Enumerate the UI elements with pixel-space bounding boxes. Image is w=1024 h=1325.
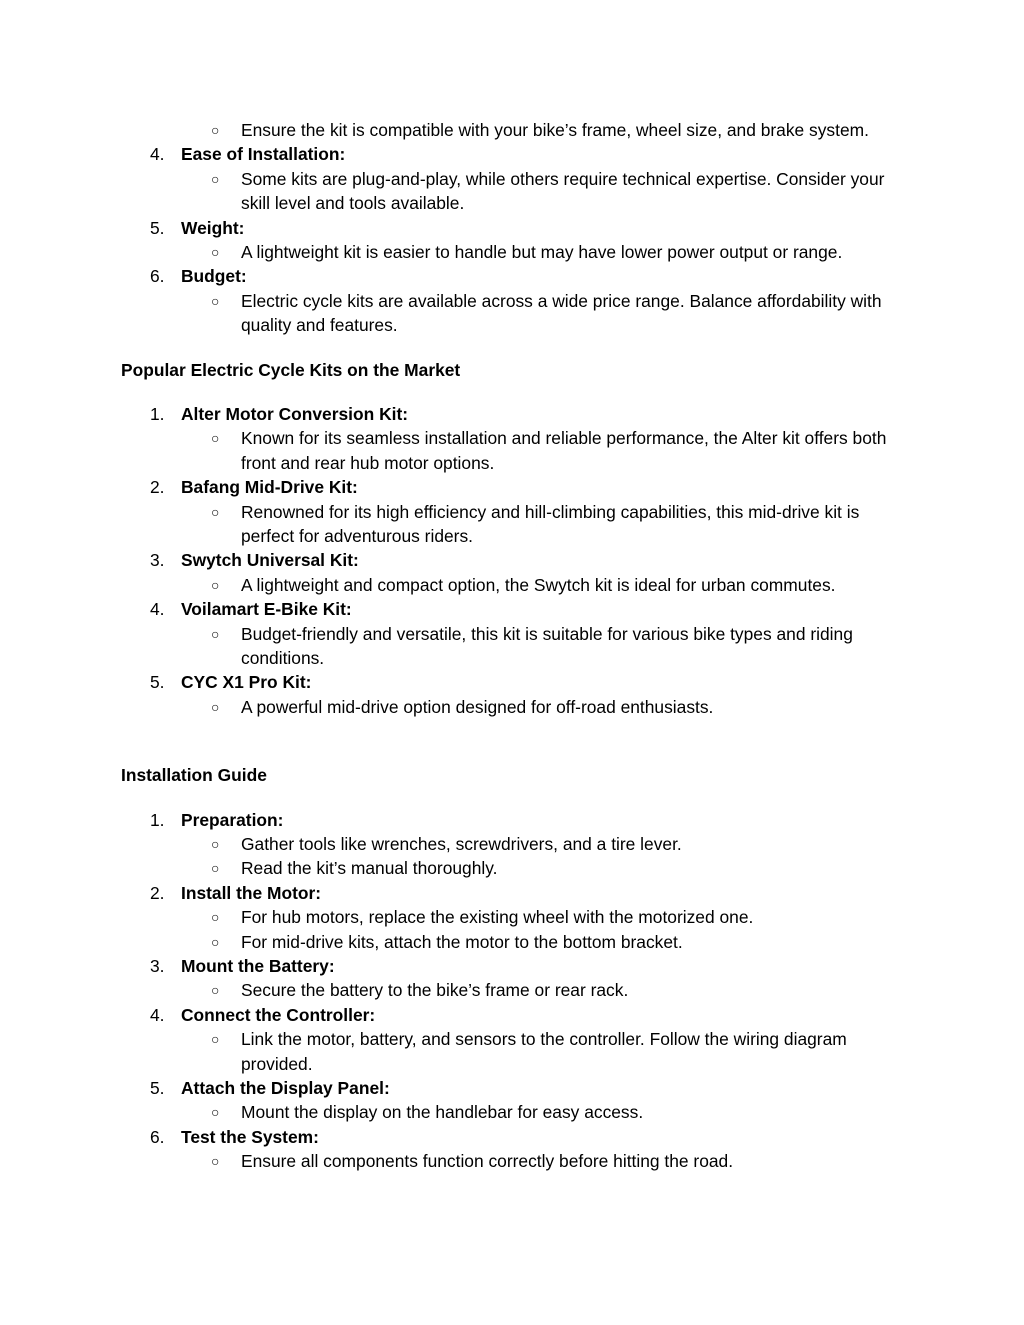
- list-bullet: [0, 240, 901, 264]
- bullet-text: Secure the battery to the bike’s frame or rear rack.: [241, 980, 629, 1001]
- considerations-list: [0, 142, 1024, 337]
- item-label: Bafang Mid-Drive Kit:: [181, 477, 358, 498]
- item-label: Ease of Installation:: [181, 144, 346, 165]
- bullet-icon: ○: [211, 860, 220, 877]
- item-label: Voilamart E-Bike Kit:: [181, 599, 352, 620]
- list-bullet: [0, 1100, 901, 1124]
- bullet-text: Gather tools like wrenches, screwdrivers, and a tire lever.: [241, 834, 682, 855]
- item-number: 4.: [150, 1004, 165, 1025]
- bullet-text: Electric cycle kits are available across a wide price range. Balance affordability with quality and features.: [241, 290, 882, 336]
- list-bullet: [0, 118, 901, 142]
- item-label: CYC X1 Pro Kit:: [181, 672, 312, 693]
- bullet-text: For mid-drive kits, attach the motor to the bottom bracket.: [241, 931, 683, 952]
- bullet-text: Some kits are plug-and-play, while others require technical expertise. Consider your skill level and tools available.: [241, 168, 885, 214]
- list-bullet: [0, 167, 901, 216]
- numbered-item: [0, 1076, 1024, 1100]
- item-label: Alter Motor Conversion Kit:: [181, 404, 409, 425]
- numbered-item: [0, 1125, 1024, 1149]
- item-number: 5.: [150, 1078, 165, 1099]
- bullet-text: Mount the display on the handlebar for easy access.: [241, 1102, 644, 1123]
- numbered-item: [0, 402, 1024, 426]
- numbered-item: [0, 1003, 1024, 1027]
- bullet-icon: ○: [211, 1031, 220, 1048]
- item-number: 3.: [150, 956, 165, 977]
- item-number: 1.: [150, 809, 165, 830]
- item-number: 5.: [150, 217, 165, 238]
- section-heading-installation-guide: Installation Guide: [121, 765, 267, 786]
- bullet-icon: ○: [211, 244, 220, 260]
- list-bullet: [0, 856, 901, 880]
- bullet-text: For hub motors, replace the existing wheel with the motorized one.: [241, 907, 754, 928]
- bullet-icon: ○: [211, 909, 220, 926]
- bullet-text: Budget-friendly and versatile, this kit is suitable for various bike types and riding conditions.: [241, 623, 853, 669]
- bullet-icon: ○: [211, 933, 220, 950]
- bullet-icon: ○: [211, 122, 220, 138]
- bullet-icon: ○: [211, 836, 220, 853]
- bullet-icon: ○: [211, 698, 220, 715]
- numbered-item: [0, 954, 1024, 978]
- bullet-icon: ○: [211, 1153, 220, 1170]
- item-number: 3.: [150, 550, 165, 571]
- item-label: Preparation:: [181, 809, 284, 830]
- item-label: Install the Motor:: [181, 882, 322, 903]
- item-label: Connect the Controller:: [181, 1004, 376, 1025]
- list-bullet: [0, 622, 901, 671]
- bullet-text: Known for its seamless installation and reliable performance, the Alter kit offers both front and rear hub motor options.: [241, 428, 887, 473]
- item-number: 6.: [150, 266, 165, 287]
- list-bullet: [0, 289, 901, 338]
- bullet-icon: ○: [211, 170, 220, 187]
- bullet-text: Ensure all components function correctly before hitting the road.: [241, 1151, 734, 1172]
- list-bullet: [0, 1149, 901, 1173]
- bullet-text: Link the motor, battery, and sensors to the controller. Follow the wiring diagram provided.: [241, 1029, 847, 1074]
- numbered-item: [0, 264, 1024, 288]
- bullet-icon: ○: [211, 503, 220, 520]
- numbered-item: [0, 142, 1024, 166]
- item-label: Swytch Universal Kit:: [181, 550, 359, 571]
- bullet-icon: ○: [211, 430, 220, 447]
- list-bullet: [0, 426, 901, 475]
- bullet-text: Ensure the kit is compatible with your bike’s frame, wheel size, and brake system.: [241, 120, 869, 140]
- list-bullet: [0, 1027, 901, 1076]
- item-label: Budget:: [181, 266, 247, 287]
- item-number: 4.: [150, 144, 165, 165]
- bullet-text: A powerful mid-drive option designed for off-road enthusiasts.: [241, 696, 714, 717]
- bullet-text: A lightweight kit is easier to handle but may have lower power output or range.: [241, 242, 843, 262]
- numbered-item: [0, 597, 1024, 621]
- installation-steps-list: [0, 808, 1024, 1174]
- list-bullet: [0, 695, 901, 719]
- numbered-item: [0, 548, 1024, 572]
- bullet-icon: ○: [211, 576, 220, 593]
- popular-kits-list: [0, 402, 1024, 719]
- bullet-text: Read the kit’s manual thoroughly.: [241, 858, 498, 879]
- list-bullet: [0, 905, 901, 929]
- bullet-icon: ○: [211, 625, 220, 642]
- bullet-icon: ○: [211, 1104, 220, 1121]
- item-number: 2.: [150, 477, 165, 498]
- bullet-icon: ○: [211, 982, 220, 999]
- item-label: Attach the Display Panel:: [181, 1078, 390, 1099]
- list-bullet: [0, 500, 901, 549]
- document-page: [0, 118, 1024, 1174]
- numbered-item: [0, 216, 1024, 240]
- item-label: Mount the Battery:: [181, 956, 335, 977]
- list-bullet: [0, 930, 901, 954]
- numbered-item: [0, 881, 1024, 905]
- item-label: Test the System:: [181, 1126, 319, 1147]
- numbered-item: [0, 475, 1024, 499]
- section-heading-popular-kits: Popular Electric Cycle Kits on the Market: [121, 359, 461, 380]
- bullet-text: Renowned for its high efficiency and hill-climbing capabilities, this mid-drive kit is perfect for adventurous riders.: [241, 501, 860, 547]
- item-label: Weight:: [181, 217, 245, 238]
- list-bullet: [0, 978, 901, 1002]
- list-bullet: [0, 832, 901, 856]
- item-number: 1.: [150, 404, 165, 425]
- bullet-icon: ○: [211, 292, 220, 309]
- item-number: 6.: [150, 1126, 165, 1147]
- numbered-item: [0, 808, 1024, 832]
- item-number: 2.: [150, 882, 165, 903]
- item-number: 5.: [150, 672, 165, 693]
- item-number: 4.: [150, 599, 165, 620]
- bullet-text: A lightweight and compact option, the Swytch kit is ideal for urban commutes.: [241, 574, 836, 595]
- numbered-item: [0, 670, 1024, 694]
- list-bullet: [0, 573, 901, 597]
